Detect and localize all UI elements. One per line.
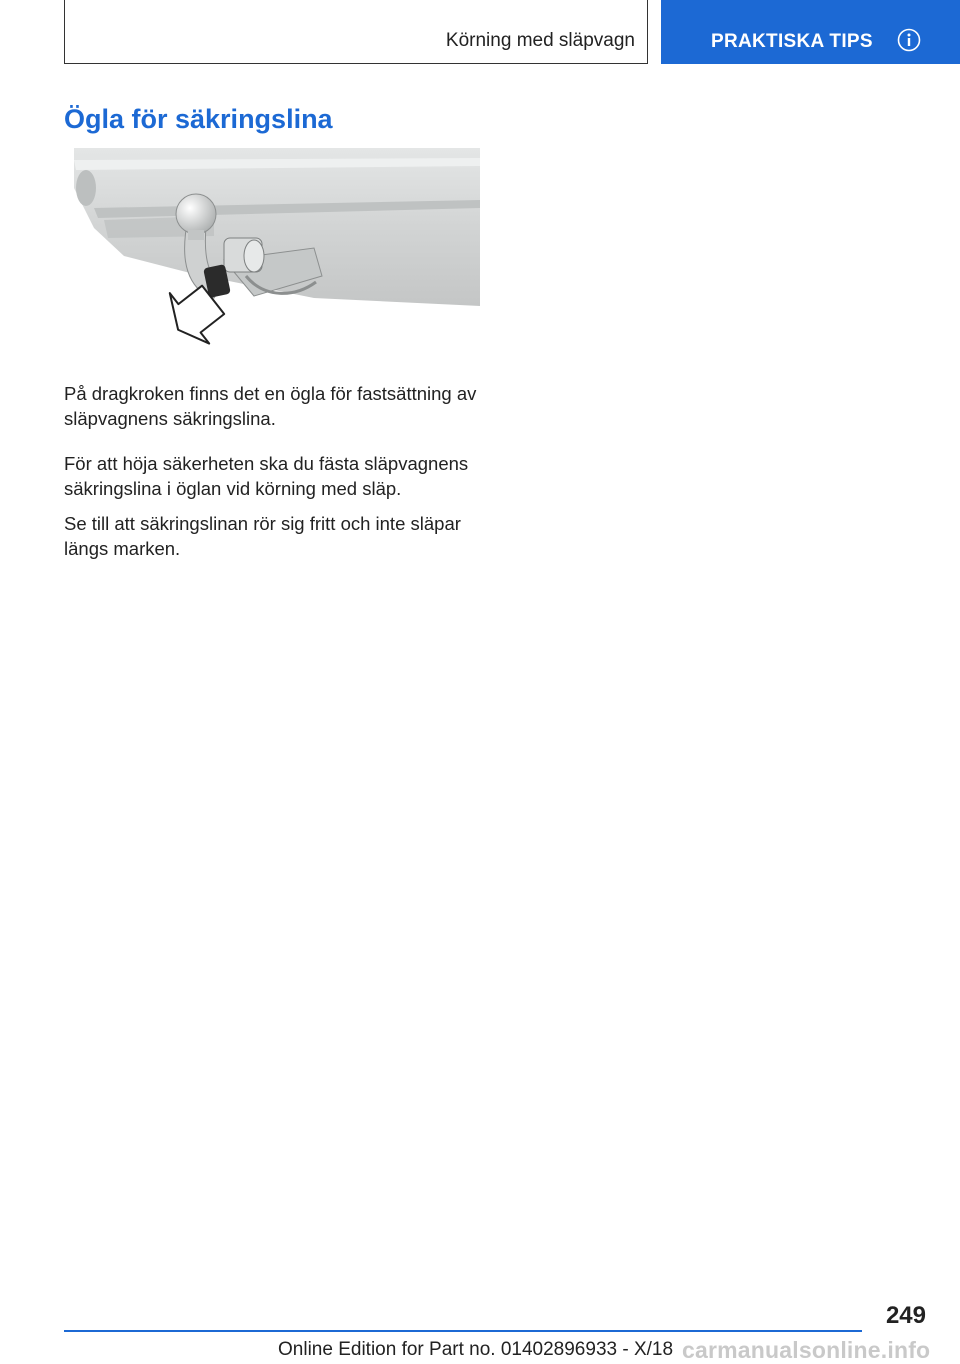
tow-hook-illustration [64, 148, 480, 358]
paragraph-2: För att höja säkerheten ska du fästa släpvagnens säkringslina i öglan vid körning med släp. [64, 453, 469, 499]
page-title: Ögla för säkringslina [64, 104, 333, 134]
tab-label: PRAKTISKA TIPS [711, 31, 873, 52]
edition-text: Online Edition for Part no. 01402896933 - X/18 [278, 1339, 674, 1360]
page-number: 249 [885, 1302, 926, 1329]
watermark: carmanualsonline.info [682, 1337, 931, 1363]
section-title: Körning med släpvagn [445, 30, 635, 51]
info-circle-icon [897, 28, 921, 52]
paragraph-3: Se till att säkringslinan rör sig fritt och inte släpar längs marken. [64, 513, 461, 559]
paragraph-1: På dragkroken finns det en ögla för fastsättning av släpvagnens säkringslina. [64, 383, 477, 429]
footer-divider [64, 1330, 862, 1332]
tab-praktiska-tips[interactable] [661, 0, 960, 64]
header-section-box [64, 0, 648, 64]
